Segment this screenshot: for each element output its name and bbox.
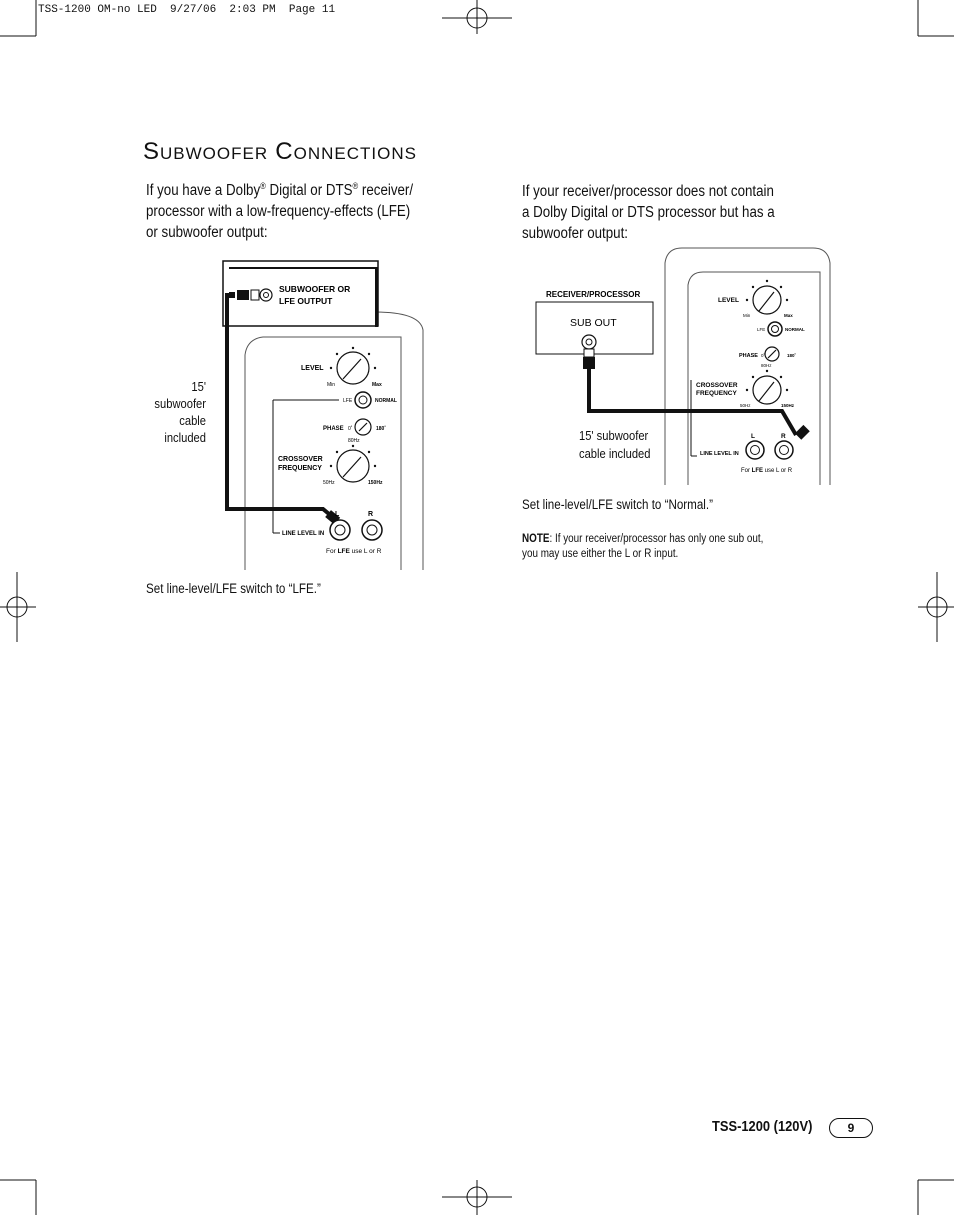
svg-text:Min: Min bbox=[743, 313, 751, 318]
svg-text:PHASE: PHASE bbox=[739, 353, 758, 359]
left-cable-label: 15' subwoofer cable included bbox=[154, 379, 206, 445]
svg-text:LINE LEVEL IN: LINE LEVEL IN bbox=[282, 531, 325, 537]
svg-text:180˚: 180˚ bbox=[787, 353, 797, 358]
svg-text:L: L bbox=[335, 511, 340, 518]
svg-text:L: L bbox=[751, 433, 755, 440]
right-caption: Set line-level/LFE switch to “Normal.” bbox=[522, 497, 713, 512]
receiver-label: RECEIVER/PROCESSOR bbox=[546, 290, 641, 299]
left-heading: If you have a Dolby® Digital or DTS® receiver/ processor with a low-frequency-effects (LFE) or subwoofer output: bbox=[146, 181, 414, 242]
lfe-output-jack bbox=[260, 289, 272, 301]
svg-text:Max: Max bbox=[372, 382, 382, 388]
right-heading: If your receiver/processor does not contain a Dolby Digital or DTS processor but has a subwoofer output: bbox=[522, 183, 775, 242]
right-panel-controls bbox=[691, 280, 805, 474]
right-connection-diagram bbox=[530, 245, 835, 490]
svg-text:0˚: 0˚ bbox=[348, 426, 353, 432]
footer-model: TSS-1200 (120V) bbox=[712, 1118, 813, 1135]
svg-text:LEVEL: LEVEL bbox=[718, 297, 739, 304]
sub-out-label: SUB OUT bbox=[570, 317, 617, 329]
left-panel-controls bbox=[273, 347, 397, 555]
svg-text:PHASE: PHASE bbox=[323, 426, 344, 432]
left-caption: Set line-level/LFE switch to “LFE.” bbox=[146, 581, 321, 596]
svg-text:R: R bbox=[781, 433, 786, 440]
svg-text:LINE LEVEL IN: LINE LEVEL IN bbox=[700, 451, 739, 457]
svg-text:0˚: 0˚ bbox=[761, 353, 766, 358]
print-slug: TSS-1200 OM-no LED 9/27/06 2:03 PM Page 11 bbox=[38, 4, 336, 16]
svg-text:Max: Max bbox=[784, 313, 793, 318]
svg-text:For LFE use L or R: For LFE use L or R bbox=[326, 548, 382, 555]
note-block: NOTE: If your receiver/processor has only one sub out, you may use either the L or R input. bbox=[522, 533, 764, 560]
svg-text:50Hz: 50Hz bbox=[323, 480, 335, 486]
svg-text:150Hz: 150Hz bbox=[781, 403, 795, 408]
page-number: 9 bbox=[829, 1118, 873, 1138]
svg-text:80Hz: 80Hz bbox=[761, 363, 772, 368]
svg-text:LFE: LFE bbox=[343, 398, 353, 404]
svg-text:For LFE use L or R: For LFE use L or R bbox=[741, 468, 793, 474]
page-title: SUBWOOFER CONNECTIONS bbox=[143, 138, 417, 165]
right-cable-label: 15' subwoofer cable included bbox=[579, 428, 651, 461]
svg-text:CROSSOVER: CROSSOVER bbox=[278, 456, 323, 463]
svg-text:80Hz: 80Hz bbox=[348, 438, 360, 444]
left-connection-diagram bbox=[215, 255, 430, 575]
svg-text:FREQUENCY: FREQUENCY bbox=[278, 465, 322, 472]
left-output-label-1: SUBWOOFER OR bbox=[279, 284, 351, 294]
svg-text:NORMAL: NORMAL bbox=[375, 398, 397, 404]
svg-text:50Hz: 50Hz bbox=[740, 403, 751, 408]
svg-text:NORMAL: NORMAL bbox=[785, 327, 805, 332]
left-output-label-2: LFE OUTPUT bbox=[279, 296, 333, 306]
left-subwoofer-cable bbox=[227, 295, 335, 519]
svg-text:FREQUENCY: FREQUENCY bbox=[696, 390, 737, 397]
svg-text:LEVEL: LEVEL bbox=[301, 365, 324, 372]
svg-text:R: R bbox=[368, 511, 374, 518]
sub-out-jack bbox=[582, 335, 596, 349]
svg-text:150Hz: 150Hz bbox=[368, 480, 383, 486]
svg-text:180˚: 180˚ bbox=[376, 426, 387, 432]
svg-text:CROSSOVER: CROSSOVER bbox=[696, 382, 738, 389]
svg-text:Min: Min bbox=[327, 382, 336, 388]
svg-text:LFE: LFE bbox=[757, 327, 766, 332]
